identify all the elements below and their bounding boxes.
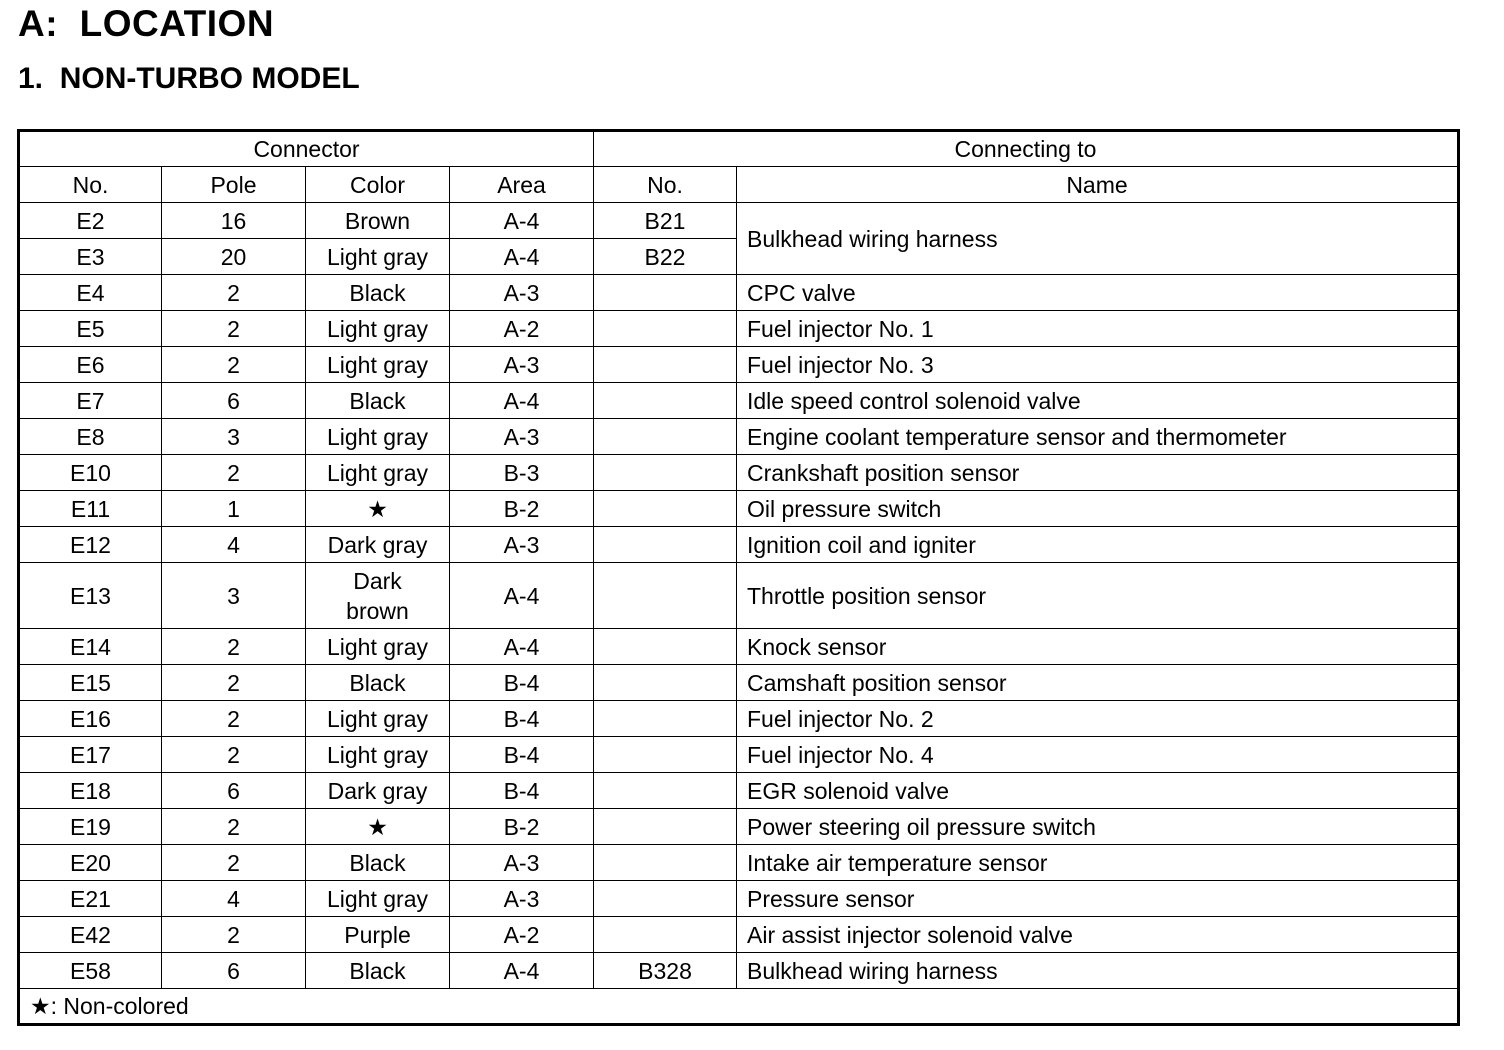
cell-name: Ignition coil and igniter [737, 527, 1459, 563]
cell-area: A-4 [450, 953, 594, 989]
cell-conn-no [594, 629, 737, 665]
cell-name: Throttle position sensor [737, 563, 1459, 629]
column-header-no: No. [19, 167, 162, 203]
cell-name: EGR solenoid valve [737, 773, 1459, 809]
cell-color: ★ [306, 491, 450, 527]
cell-no: E17 [19, 737, 162, 773]
table-row [19, 347, 1459, 383]
table-row [19, 737, 1459, 773]
cell-no: E15 [19, 665, 162, 701]
cell-pole: 4 [162, 881, 306, 917]
cell-no: E14 [19, 629, 162, 665]
cell-color: Light gray [306, 629, 450, 665]
cell-no: E20 [19, 845, 162, 881]
table-row [19, 881, 1459, 917]
cell-no: E11 [19, 491, 162, 527]
cell-area: A-3 [450, 347, 594, 383]
cell-conn-no [594, 311, 737, 347]
cell-area: A-4 [450, 383, 594, 419]
cell-conn-no [594, 917, 737, 953]
cell-color: Black [306, 383, 450, 419]
cell-area: A-4 [450, 203, 594, 239]
cell-color: Light gray [306, 881, 450, 917]
table-body [19, 203, 1459, 989]
cell-no: E8 [19, 419, 162, 455]
table-row [19, 311, 1459, 347]
cell-color: Brown [306, 203, 450, 239]
cell-pole: 2 [162, 629, 306, 665]
cell-area: A-3 [450, 527, 594, 563]
cell-pole: 3 [162, 563, 306, 629]
cell-area: A-4 [450, 239, 594, 275]
table-row [19, 527, 1459, 563]
cell-no: E18 [19, 773, 162, 809]
cell-name: Engine coolant temperature sensor and thermometer [737, 419, 1459, 455]
cell-area: A-3 [450, 419, 594, 455]
cell-name: Fuel injector No. 2 [737, 701, 1459, 737]
cell-name: Bulkhead wiring harness [737, 203, 1459, 275]
cell-conn-no: B328 [594, 953, 737, 989]
table-row [19, 563, 1459, 629]
connector-group-header: Connector [19, 131, 594, 167]
cell-no: E10 [19, 455, 162, 491]
cell-name: Intake air temperature sensor [737, 845, 1459, 881]
table-row [19, 665, 1459, 701]
cell-color: Light gray [306, 239, 450, 275]
cell-area: B-4 [450, 773, 594, 809]
cell-pole: 2 [162, 917, 306, 953]
cell-area: A-3 [450, 881, 594, 917]
column-header-pole: Pole [162, 167, 306, 203]
cell-pole: 3 [162, 419, 306, 455]
cell-conn-no [594, 845, 737, 881]
cell-pole: 16 [162, 203, 306, 239]
table-row [19, 203, 1459, 239]
cell-pole: 2 [162, 809, 306, 845]
table-row [19, 701, 1459, 737]
connecting-to-group-header: Connecting to [594, 131, 1459, 167]
cell-name: Knock sensor [737, 629, 1459, 665]
cell-color: Black [306, 845, 450, 881]
cell-pole: 2 [162, 455, 306, 491]
cell-pole: 2 [162, 311, 306, 347]
table-row [19, 809, 1459, 845]
cell-name: Crankshaft position sensor [737, 455, 1459, 491]
cell-pole: 20 [162, 239, 306, 275]
cell-no: E12 [19, 527, 162, 563]
cell-pole: 4 [162, 527, 306, 563]
cell-color: Light gray [306, 347, 450, 383]
cell-name: Bulkhead wiring harness [737, 953, 1459, 989]
table-row [19, 953, 1459, 989]
cell-pole: 2 [162, 665, 306, 701]
cell-name: Fuel injector No. 4 [737, 737, 1459, 773]
cell-name: Power steering oil pressure switch [737, 809, 1459, 845]
cell-pole: 6 [162, 773, 306, 809]
table-row [19, 773, 1459, 809]
column-header-name: Name [737, 167, 1459, 203]
cell-conn-no [594, 737, 737, 773]
cell-conn-no [594, 701, 737, 737]
cell-area: A-2 [450, 917, 594, 953]
cell-color: Dark brown [306, 563, 450, 629]
cell-area: A-2 [450, 311, 594, 347]
cell-conn-no [594, 347, 737, 383]
table-row [19, 845, 1459, 881]
cell-conn-no [594, 881, 737, 917]
cell-pole: 6 [162, 383, 306, 419]
cell-no: E21 [19, 881, 162, 917]
cell-conn-no [594, 809, 737, 845]
cell-color: Black [306, 275, 450, 311]
cell-no: E7 [19, 383, 162, 419]
cell-area: B-3 [450, 455, 594, 491]
cell-no: E13 [19, 563, 162, 629]
cell-conn-no [594, 491, 737, 527]
column-header-row [19, 167, 1459, 203]
cell-name: Air assist injector solenoid valve [737, 917, 1459, 953]
footnote-row [19, 989, 1459, 1025]
cell-no: E16 [19, 701, 162, 737]
cell-area: A-3 [450, 845, 594, 881]
cell-no: E3 [19, 239, 162, 275]
cell-pole: 2 [162, 845, 306, 881]
cell-area: A-4 [450, 563, 594, 629]
cell-conn-no: B21 [594, 203, 737, 239]
cell-pole: 2 [162, 347, 306, 383]
column-header-color: Color [306, 167, 450, 203]
cell-conn-no [594, 455, 737, 491]
cell-color: Light gray [306, 737, 450, 773]
cell-area: B-4 [450, 737, 594, 773]
cell-conn-no [594, 275, 737, 311]
subsection-title: 1. NON-TURBO MODEL [18, 62, 360, 95]
cell-area: A-4 [450, 629, 594, 665]
cell-no: E5 [19, 311, 162, 347]
table-row [19, 629, 1459, 665]
cell-name: CPC valve [737, 275, 1459, 311]
cell-no: E4 [19, 275, 162, 311]
cell-area: B-2 [450, 809, 594, 845]
cell-pole: 2 [162, 737, 306, 773]
cell-name: Fuel injector No. 1 [737, 311, 1459, 347]
cell-pole: 1 [162, 491, 306, 527]
cell-color: Light gray [306, 701, 450, 737]
connector-table [17, 129, 1460, 1026]
cell-color: Purple [306, 917, 450, 953]
cell-conn-no [594, 419, 737, 455]
cell-color: Black [306, 665, 450, 701]
cell-color: Light gray [306, 311, 450, 347]
cell-area: A-3 [450, 275, 594, 311]
cell-area: B-4 [450, 701, 594, 737]
table-row [19, 419, 1459, 455]
column-header-connecting-no: No. [594, 167, 737, 203]
table-row [19, 455, 1459, 491]
cell-no: E19 [19, 809, 162, 845]
cell-no: E58 [19, 953, 162, 989]
cell-area: B-2 [450, 491, 594, 527]
cell-color: Dark gray [306, 773, 450, 809]
section-title: A: LOCATION [18, 3, 275, 44]
cell-no: E2 [19, 203, 162, 239]
cell-conn-no [594, 527, 737, 563]
cell-conn-no [594, 773, 737, 809]
cell-pole: 2 [162, 275, 306, 311]
cell-no: E6 [19, 347, 162, 383]
table-row [19, 917, 1459, 953]
cell-conn-no [594, 383, 737, 419]
cell-name: Camshaft position sensor [737, 665, 1459, 701]
cell-color: Dark gray [306, 527, 450, 563]
cell-conn-no [594, 665, 737, 701]
cell-conn-no [594, 563, 737, 629]
cell-no: E42 [19, 917, 162, 953]
cell-pole: 2 [162, 701, 306, 737]
table-row [19, 383, 1459, 419]
cell-name: Pressure sensor [737, 881, 1459, 917]
cell-area: B-4 [450, 665, 594, 701]
footnote: ★: Non-colored [19, 989, 1459, 1025]
cell-name: Oil pressure switch [737, 491, 1459, 527]
cell-color: Light gray [306, 455, 450, 491]
cell-color: Black [306, 953, 450, 989]
cell-pole: 6 [162, 953, 306, 989]
cell-name: Idle speed control solenoid valve [737, 383, 1459, 419]
group-header-row [19, 131, 1459, 167]
table-row [19, 275, 1459, 311]
cell-name: Fuel injector No. 3 [737, 347, 1459, 383]
column-header-area: Area [450, 167, 594, 203]
cell-conn-no: B22 [594, 239, 737, 275]
cell-color: ★ [306, 809, 450, 845]
cell-color: Light gray [306, 419, 450, 455]
table-row [19, 491, 1459, 527]
